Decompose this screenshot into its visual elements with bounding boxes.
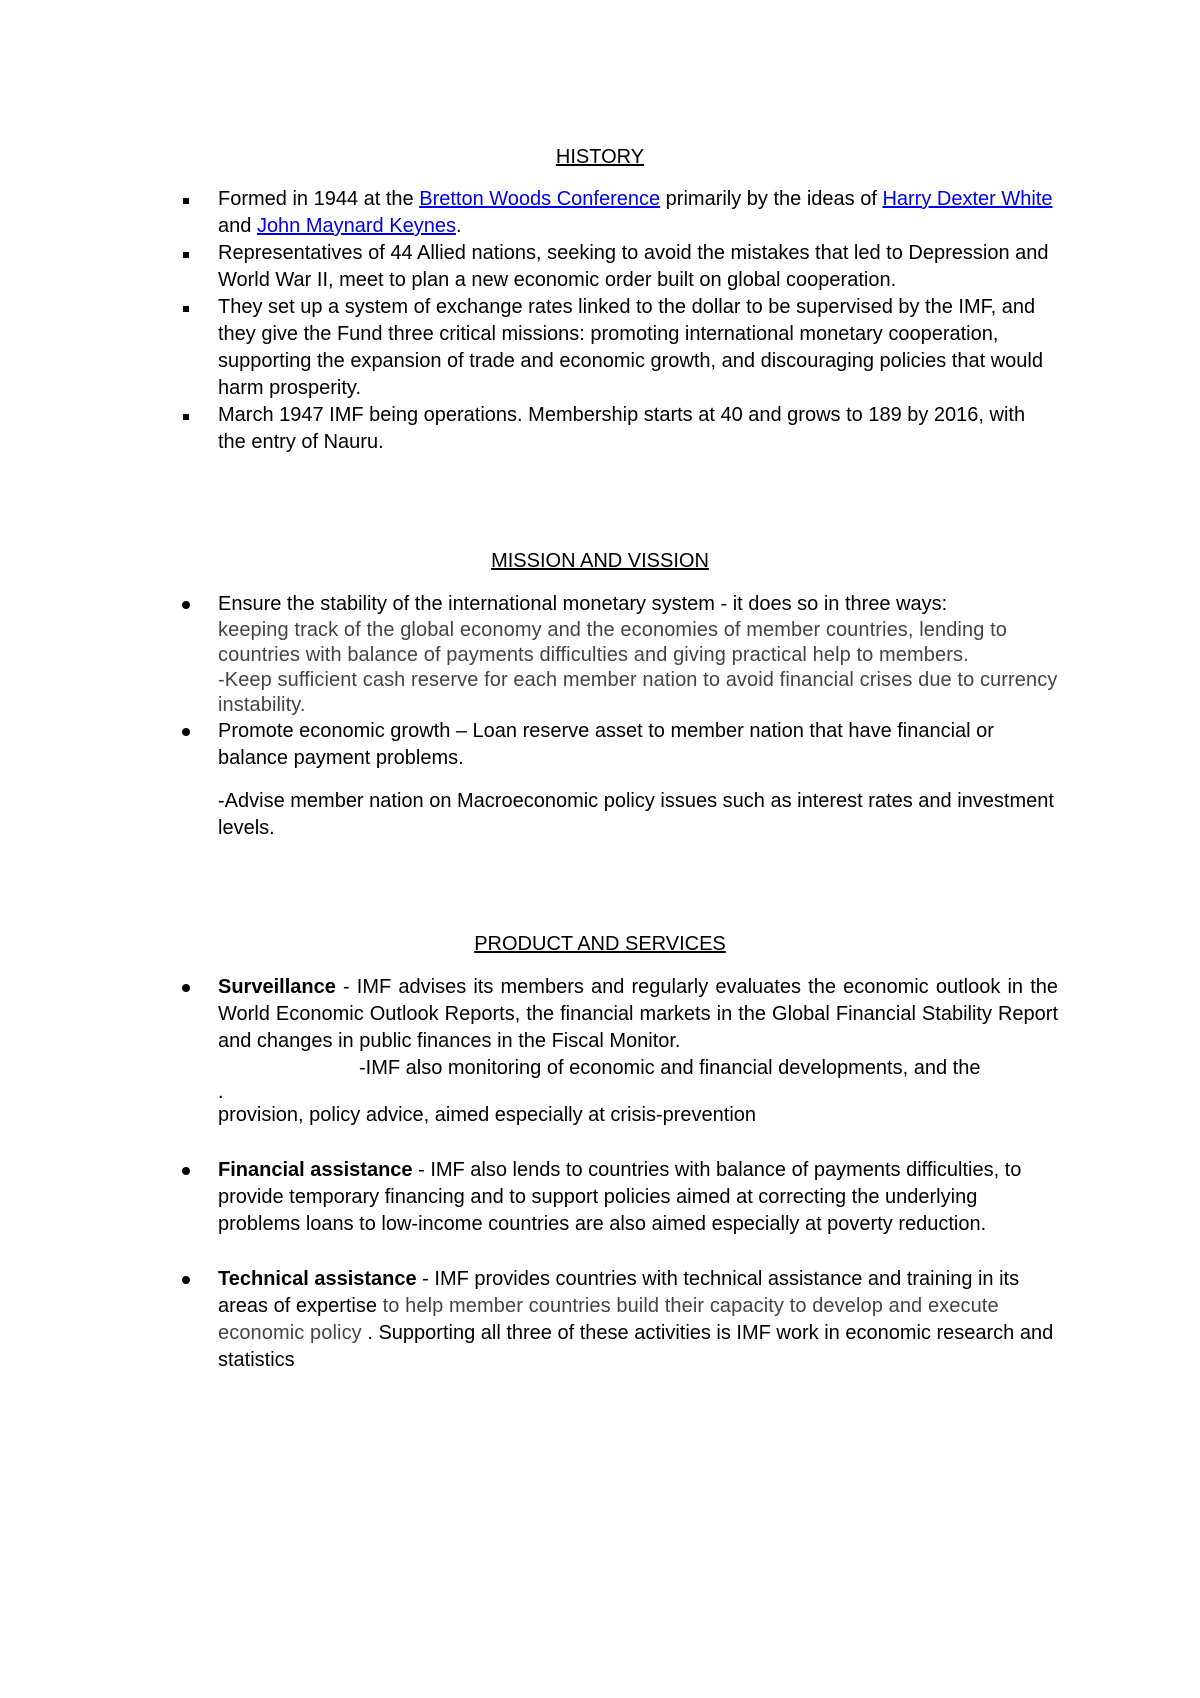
list-item	[0, 294, 1058, 402]
item-text: Ensure the stability of the international monetary system - it does so in three ways:	[218, 593, 948, 615]
item-title: Surveillance	[218, 976, 336, 998]
item-text: March 1947 IMF being operations. Membership starts at 40 and grows to 189 by 2016, with the entry of Nauru.	[218, 404, 1026, 453]
item-title: Financial assistance	[218, 1159, 413, 1181]
harry-dexter-white-link[interactable]: Harry Dexter White	[882, 188, 1053, 210]
products-list	[0, 974, 1058, 1374]
list-item	[0, 591, 1058, 718]
item-text: - IMF provides countries with technical assistance and training in its areas of expertise	[218, 1268, 1020, 1317]
history-list	[0, 186, 1058, 456]
list-item	[0, 240, 1058, 294]
item-text: - IMF advises its members and regularly evaluates the economic outlook in the World Economic Outlook Reports, the financial markets in the Global Financial Stability Report and changes in public finances in the Fiscal Monitor.	[218, 976, 1058, 1052]
square-bullet-icon	[183, 252, 189, 258]
list-item	[0, 718, 1058, 842]
mission-heading: MISSION AND VISSION	[491, 550, 709, 572]
item-detail: -Keep sufficient cash reserve for each member nation to avoid financial crises due to currency instability.	[218, 669, 1058, 716]
history-heading: HISTORY	[555, 146, 645, 168]
round-bullet-icon	[182, 1276, 190, 1284]
item-text: Promote economic growth – Loan reserve asset to member nation that have financial or balance payment problems.	[218, 720, 994, 769]
item-text: They set up a system of exchange rates linked to the dollar to be supervised by the IMF, and they give the Fund three critical missions: promoting international monetary cooperation, supporting the expansion of trade and economic growth, and discouraging policies that would harm prosperity.	[218, 296, 1043, 399]
list-item	[0, 186, 1058, 240]
square-bullet-icon	[183, 306, 189, 312]
round-bullet-icon	[182, 1167, 190, 1175]
item-text: . Supporting all three of these activities is IMF work in economic research and statistics	[218, 1322, 1054, 1371]
item-text: Formed in 1944 at the	[218, 188, 420, 210]
item-text: Representatives of 44 Allied nations, seeking to avoid the mistakes that led to Depression and World War II, meet to plan a new economic order built on global cooperation.	[218, 242, 1049, 291]
item-text: to help member countries build their capacity to develop and execute economic policy	[218, 1295, 999, 1344]
item-text: and	[218, 215, 257, 237]
round-bullet-icon	[182, 601, 190, 609]
bretton-woods-link[interactable]: Bretton Woods Conference	[419, 188, 661, 210]
item-title: Technical assistance	[218, 1268, 417, 1290]
item-detail: provision, policy advice, aimed especially at crisis-prevention	[218, 1104, 757, 1126]
products-heading: PRODUCT AND SERVICES	[474, 933, 726, 955]
item-text: - IMF also lends to countries with balance of payments difficulties, to provide temporary financing and to support policies aimed at correcting the underlying problems loans to low-income countries are also aimed especially at poverty reduction.	[218, 1159, 1022, 1235]
round-bullet-icon	[182, 728, 190, 736]
list-item	[0, 1266, 1058, 1374]
item-text: .	[455, 215, 462, 237]
square-bullet-icon	[183, 198, 189, 204]
john-maynard-keynes-link[interactable]: John Maynard Keynes	[256, 215, 456, 237]
mission-list	[0, 591, 1058, 842]
item-detail: .	[218, 1081, 224, 1103]
item-detail: keeping track of the global economy and the economies of member countries, lending to countries with balance of payments difficulties and giving practical help to members.	[218, 619, 1007, 666]
list-item	[0, 402, 1058, 456]
round-bullet-icon	[182, 984, 190, 992]
list-item	[0, 974, 1058, 1129]
item-text: primarily by the ideas of	[660, 188, 883, 210]
item-detail: -Advise member nation on Macroeconomic policy issues such as interest rates and investment levels.	[218, 790, 1054, 839]
item-detail: -IMF also monitoring of economic and financial developments, and the	[359, 1057, 981, 1079]
square-bullet-icon	[183, 414, 189, 420]
list-item	[0, 1157, 1058, 1238]
